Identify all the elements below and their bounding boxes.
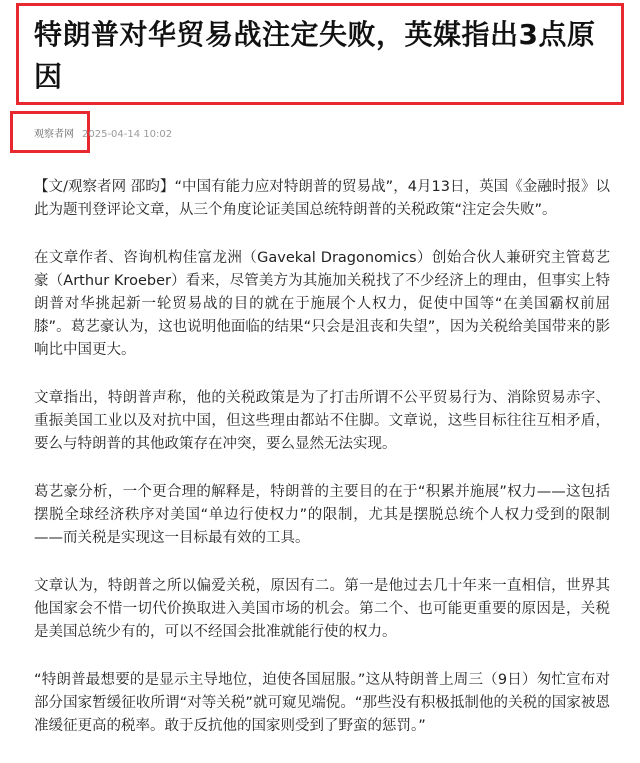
paragraph-1: 【文/观察者网 邵昀】“中国有能力应对特朗普的贸易战”，4月13日，英国《金融时报》以此为题刊登评论文章，从三个角度论证美国总统特朗普的关税政策“注定会失败”。 — [34, 179, 610, 218]
article-meta — [34, 128, 172, 142]
paragraph-4: 葛艺豪分析，一个更合理的解释是，特朗普的主要目的在于“积累并施展”权力——这包括摆脱全球经济秩序对美国“单边行使权力”的限制，尤其是摆脱总统个人权力受到的限制——而关税是实现这一目标最有效的工具。 — [34, 484, 610, 546]
paragraph-2: 在文章作者、咨询机构佳富龙洲（Gavekal Dragonomics）创始合伙人兼研究主管葛艺豪（Arthur Kroeber）看来，尽管美方为其施加关税找了不少经济上的理由，但事实上特朗普对华挑起新一轮贸易战的目的就在于施展个人权力，促使中国等“在美国霸权前屈膝”。葛艺豪认为，这也说明他面临的结果“只会是沮丧和失望”，因为关税给美国带来的影响比中国更大。 — [34, 250, 610, 358]
paragraph-6: “特朗普最想要的是显示主导地位，迫使各国屈服。”这从特朗普上周三（9日）匆忙宣布对部分国家暂缓征收所谓“对等关税”就可窥见端倪。“那些没有积极抵制他的关税的国家被恩准缓征更高的税率。敢于反抗他的国家则受到了野蛮的惩罚。” — [34, 672, 610, 734]
paragraph-5: 文章认为，特朗普之所以偏爱关税，原因有二。第一是他过去几十年来一直相信，世界其他国家会不惜一切代价换取进入美国市场的机会。第二个、也可能更重要的原因是，关税是美国总统少有的，可以不经国会批准就能行使的权力。 — [34, 578, 610, 640]
source-link[interactable]: 观察者网 — [34, 129, 74, 140]
publish-date: 2025-04-14 10:02 — [82, 129, 173, 140]
article-body — [34, 176, 610, 763]
paragraph-3: 文章指出，特朗普声称，他的关税政策是为了打击所谓不公平贸易行为、消除贸易赤字、重振美国工业以及对抗中国，但这些理由都站不住脚。文章说，这些目标往往互相矛盾，要么与特朗普的其他政策存在冲突，要么显然无法实现。 — [34, 390, 610, 452]
article-title: 特朗普对华贸易战注定失败，英媒指出3点原因 — [34, 18, 596, 93]
